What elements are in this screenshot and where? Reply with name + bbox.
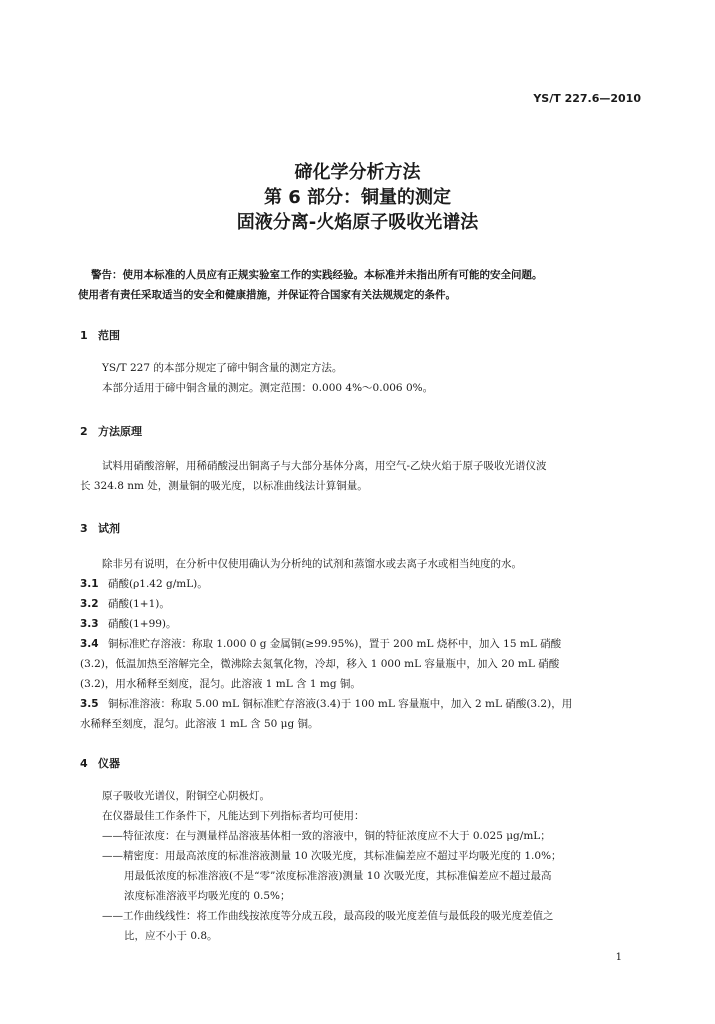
list-item — [80, 614, 645, 634]
list-item — [80, 594, 645, 614]
section-title: 仪器 — [98, 757, 120, 770]
section-1-heading — [80, 327, 120, 343]
section-1-body — [80, 358, 645, 398]
item-text: 硝酸(1+1)。 — [108, 598, 170, 610]
paragraph: 本部分适用于碲中铜含量的测定。测定范围：0.000 4%～0.006 0%。 — [102, 382, 434, 394]
paragraph: 除非另有说明，在分析中仅使用确认为分析纯的试剂和蒸馏水或去离子水或相当纯度的水。 — [102, 558, 522, 570]
paragraph: 试料用硝酸溶解，用稀硝酸浸出铜离子与大部分基体分离，用空气-乙炔火焰于原子吸收光谱仪波 — [102, 460, 547, 472]
item-text: 硝酸(1+99)。 — [108, 618, 177, 630]
list-item — [80, 694, 645, 714]
section-number: 4 — [80, 757, 88, 770]
list-item: ——特征浓度：在与测量样品溶液基体相一致的溶液中，铜的特征浓度应不大于 0.025 μg/mL； — [102, 830, 551, 842]
paragraph: 水稀释至刻度，混匀。此溶液 1 mL 含 50 μg 铜。 — [80, 718, 319, 730]
section-4-body — [80, 786, 645, 946]
section-number: 1 — [80, 329, 88, 342]
paragraph: 长 324.8 nm 处，测量铜的吸光度，以标准曲线法计算铜量。 — [80, 480, 368, 492]
standard-code: YS/T 227.6—2010 — [533, 92, 641, 105]
section-2-body — [80, 456, 645, 496]
section-4-heading — [80, 755, 120, 771]
paragraph: 用最低浓度的标准溶液(不是“零”浓度标准溶液)测量 10 次吸光度，其标准偏差应不超过最高 — [124, 870, 552, 882]
section-3-body — [80, 554, 645, 734]
list-item: ——精密度：用最高浓度的标准溶液测量 10 次吸光度，其标准偏差应不超过平均吸光度的 1.0%； — [102, 850, 562, 862]
item-text: 铜标准溶液：称取 5.00 mL 铜标准贮存溶液(3.4)于 100 mL 容量瓶中，加入 2 mL 硝酸(3.2)，用 — [108, 698, 573, 710]
section-number: 3 — [80, 522, 88, 535]
section-title: 范围 — [98, 329, 120, 342]
section-title: 方法原理 — [98, 425, 142, 438]
section-2-heading — [80, 423, 142, 439]
title-line-1: 碲化学分析方法 — [294, 162, 421, 183]
paragraph: 在仪器最佳工作条件下，凡能达到下列指标者均可使用： — [102, 810, 365, 822]
paragraph: 原子吸收光谱仪，附铜空心阴极灯。 — [102, 790, 270, 802]
paragraph: 浓度标准溶液平均吸光度的 0.5%； — [124, 890, 291, 902]
title-line-2: 第 6 部分：铜量的测定 — [263, 187, 452, 208]
item-number: 3.2 — [80, 598, 99, 610]
document-title — [0, 160, 715, 235]
section-title: 试剂 — [98, 522, 120, 535]
item-number: 3.1 — [80, 578, 99, 590]
item-text: 铜标准贮存溶液：称取 1.000 0 g 金属铜(≥99.95%)，置于 200 mL 烧杯中，加入 15 mL 硝酸 — [108, 638, 562, 650]
paragraph: 比，应不小于 0.8。 — [124, 930, 218, 942]
item-number: 3.4 — [80, 638, 99, 650]
list-item: ——工作曲线线性：将工作曲线按浓度等分成五段，最高段的吸光度差值与最低段的吸光度差值之 — [102, 910, 554, 922]
list-item — [80, 574, 645, 594]
item-number: 3.3 — [80, 618, 99, 630]
item-number: 3.5 — [80, 698, 99, 710]
section-number: 2 — [80, 425, 88, 438]
paragraph: YS/T 227 的本部分规定了碲中铜含量的测定方法。 — [102, 362, 343, 374]
page-number: 1 — [615, 952, 622, 963]
paragraph: (3.2)，低温加热至溶解完全，微沸除去氮氧化物，冷却，移入 1 000 mL 容量瓶中，加入 20 mL 硝酸 — [80, 658, 560, 670]
section-3-heading — [80, 520, 120, 536]
title-line-3: 固液分离-火焰原子吸收光谱法 — [236, 212, 479, 233]
list-item — [80, 634, 645, 654]
warning-line-1: 警告：使用本标准的人员应有正规实验室工作的实践经验。本标准并未指出所有可能的安全问题。 — [91, 269, 543, 281]
paragraph: (3.2)，用水稀释至刻度，混匀。此溶液 1 mL 含 1 mg 铜。 — [80, 678, 361, 690]
warning-line-2: 使用者有责任采取适当的安全和健康措施，并保证符合国家有关法规规定的条件。 — [78, 289, 456, 301]
item-text: 硝酸(ρ1.42 g/mL)。 — [108, 578, 208, 590]
warning-notice — [78, 265, 646, 305]
